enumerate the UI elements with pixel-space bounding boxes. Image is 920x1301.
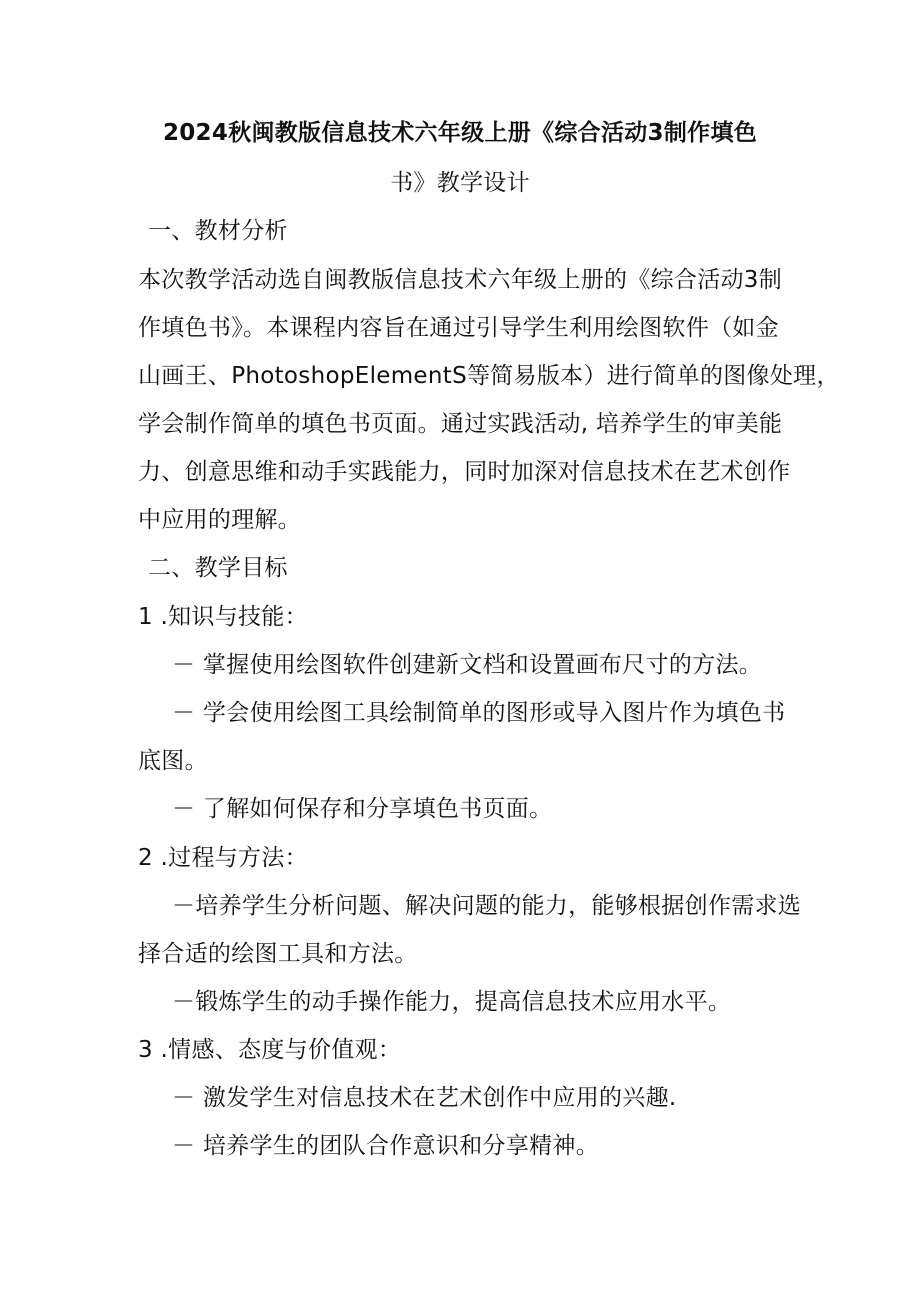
goal1-heading: 1 .知识与技能： xyxy=(138,604,308,630)
goal1-item: － 学会使用绘图工具绘制简单的图形或导入图片作为填色书 xyxy=(172,700,786,726)
goal2-item-continuation: 择合适的绘图工具和方法。 xyxy=(138,941,418,967)
document-title-line2: 书》教学设计 xyxy=(390,170,530,196)
section1-paragraph-line: 力、创意思维和动手实践能力，同时加深对信息技术在艺术创作 xyxy=(138,459,791,485)
section1-paragraph-line: 学会制作简单的填色书页面。通过实践活动, 培养学生的审美能 xyxy=(138,411,783,437)
goal1-item-continuation: 底图。 xyxy=(138,748,208,774)
goal1-item: － 了解如何保存和分享填色书页面。 xyxy=(172,796,553,822)
goal3-heading: 3 .情感、态度与价值观： xyxy=(138,1037,402,1063)
goal2-item: －锻炼学生的动手操作能力，提高信息技术应用水平。 xyxy=(172,989,732,1015)
section1-heading: 一、教材分析 xyxy=(148,218,288,244)
section2-heading: 二、教学目标 xyxy=(148,555,288,581)
goal2-heading: 2 .过程与方法： xyxy=(138,845,308,871)
goal3-item: － 激发学生对信息技术在艺术创作中应用的兴趣. xyxy=(172,1085,677,1111)
document-title-line1: 2024秋闽教版信息技术六年级上册《综合活动3制作填色 xyxy=(162,120,758,146)
section1-paragraph-line: 本次教学活动选自闽教版信息技术六年级上册的《综合活动3制 xyxy=(138,267,783,293)
goal2-item: －培养学生分析问题、解决问题的能力，能够根据创作需求选 xyxy=(172,893,802,919)
section1-paragraph-line: 作填色书》。本课程内容旨在通过引导学生利用绘图软件（如金 xyxy=(138,315,779,341)
section1-paragraph-line: 山画王、PhotoshopElementS等简易版本）进行简单的图像处理， xyxy=(138,363,840,389)
goal1-item: － 掌握使用绘图软件创建新文档和设置画布尺寸的方法。 xyxy=(172,652,763,678)
goal3-item: － 培养学生的团队合作意识和分享精神。 xyxy=(172,1133,600,1159)
section1-paragraph-line: 中应用的理解。 xyxy=(138,507,302,533)
